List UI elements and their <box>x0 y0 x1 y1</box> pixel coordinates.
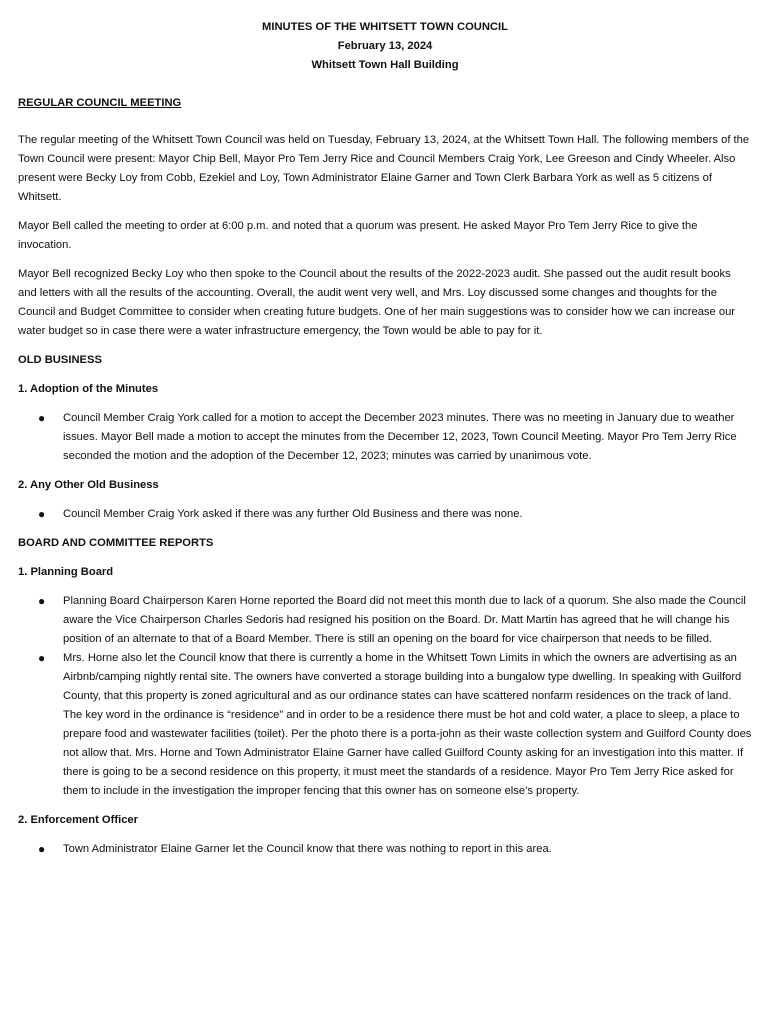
call-to-order-paragraph: Mayor Bell called the meeting to order at 6:00 p.m. and noted that a quorum was present. He asked Mayor Pro Tem Jerry Rice to give the invocation. <box>18 220 698 251</box>
planning-board-list <box>18 592 752 801</box>
list-item <box>18 505 752 524</box>
other-old-business-heading: 2. Any Other Old Business <box>18 479 159 491</box>
list-item-text: Mrs. Horne also let the Council know that there is currently a home in the Whitsett Town Limits in which the owners are advertising as an Airbnb/camping nightly rental site. The owners have converted a storage building into a bungalow type dwelling. In speaking with Guilford County, that this property is zoned agricultural and as our ordinance states can have scattered nonfarm residences on the track of land. The key word in the ordinance is “residence” and in order to be a residence there must be hot and cold water, a place to sleep, a place to prepare food and wastewater facilities (toilet). Per the photo there is a porta-john as their waste collection system and Guilford County does not allow that. Mrs. Horne and Town Administrator Elaine Garner have called Guilford County asking for an investigation into this matter. If there is going to be a second residence on this property, it must meet the standards of a residence. Mayor Pro Tem Jerry Rice asked for them to include in the investigation the improper fencing that this owner has on someone else’s property. <box>63 652 752 797</box>
document-page <box>18 18 752 859</box>
list-item <box>18 592 752 649</box>
bullet-icon: ● <box>38 651 46 665</box>
list-item-text: Council Member Craig York called for a motion to accept the December 2023 minutes. There was no meeting in January due to weather issues. Mayor Bell made a motion to accept the minutes from the December 12, 2023, Town Council Meeting. Mayor Pro Tem Jerry Rice seconded the motion and the adoption of the December 12, 2023; minutes was carried by unanimous vote. <box>63 412 737 462</box>
document-header <box>18 18 752 75</box>
bullet-icon: ● <box>38 842 46 856</box>
document-title: MINUTES OF THE WHITSETT TOWN COUNCIL <box>262 21 508 33</box>
old-business-heading: OLD BUSINESS <box>18 354 102 366</box>
audit-paragraph: Mayor Bell recognized Becky Loy who then spoke to the Council about the results of the 2022-2023 audit. She passed out the audit result books and letters with all the results of the accounting. Overall, the audit went very well, and Mrs. Loy discussed some changes and thoughts for the Council and Budget Committee to consider when creating future budgets. One of her main suggestions was to consider how we can increase our water budget so in case there were a water infrastructure emergency, the Town would be able to pay for it. <box>18 268 736 337</box>
adoption-minutes-list <box>18 409 752 466</box>
list-item-text: Planning Board Chairperson Karen Horne reported the Board did not meet this month due to lack of a quorum. She also made the Council aware the Vice Chairperson Charles Sedoris had resigned his position on the Board. Dr. Matt Martin has agreed that he will change his position of an alternate to that of a Board Member. There is still an opening on the board for vice chairperson that needs to be filled. <box>63 595 746 645</box>
board-reports-heading: BOARD AND COMMITTEE REPORTS <box>18 537 214 549</box>
list-item-text: Town Administrator Elaine Garner let the Council know that there was nothing to report in this area. <box>63 843 552 855</box>
list-item <box>18 409 752 466</box>
list-item <box>18 840 752 859</box>
other-old-business-list <box>18 505 752 524</box>
meeting-date: February 13, 2024 <box>337 40 433 52</box>
list-item-text: Council Member Craig York asked if there was any further Old Business and there was none. <box>63 508 523 520</box>
attendance-paragraph: The regular meeting of the Whitsett Town Council was held on Tuesday, February 13, 2024, at the Whitsett Town Hall. The following members of the Town Council were present: Mayor Chip Bell, Mayor Pro Tem Jerry Rice and Council Members Craig York, Lee Greeson and Cindy Wheeler. Also present were Becky Loy from Cobb, Ezekiel and Loy, Town Administrator Elaine Garner and Town Clerk Barbara York as well as 5 citizens of Whitsett. <box>18 134 750 203</box>
regular-meeting-heading: REGULAR COUNCIL MEETING <box>18 97 182 109</box>
adoption-minutes-heading: 1. Adoption of the Minutes <box>18 383 159 395</box>
planning-board-heading: 1. Planning Board <box>18 566 114 578</box>
list-item <box>18 649 752 801</box>
enforcement-officer-heading: 2. Enforcement Officer <box>18 814 138 826</box>
enforcement-officer-list <box>18 840 752 859</box>
bullet-icon: ● <box>38 411 46 425</box>
bullet-icon: ● <box>38 594 46 608</box>
meeting-location: Whitsett Town Hall Building <box>311 59 459 71</box>
bullet-icon: ● <box>38 507 46 521</box>
